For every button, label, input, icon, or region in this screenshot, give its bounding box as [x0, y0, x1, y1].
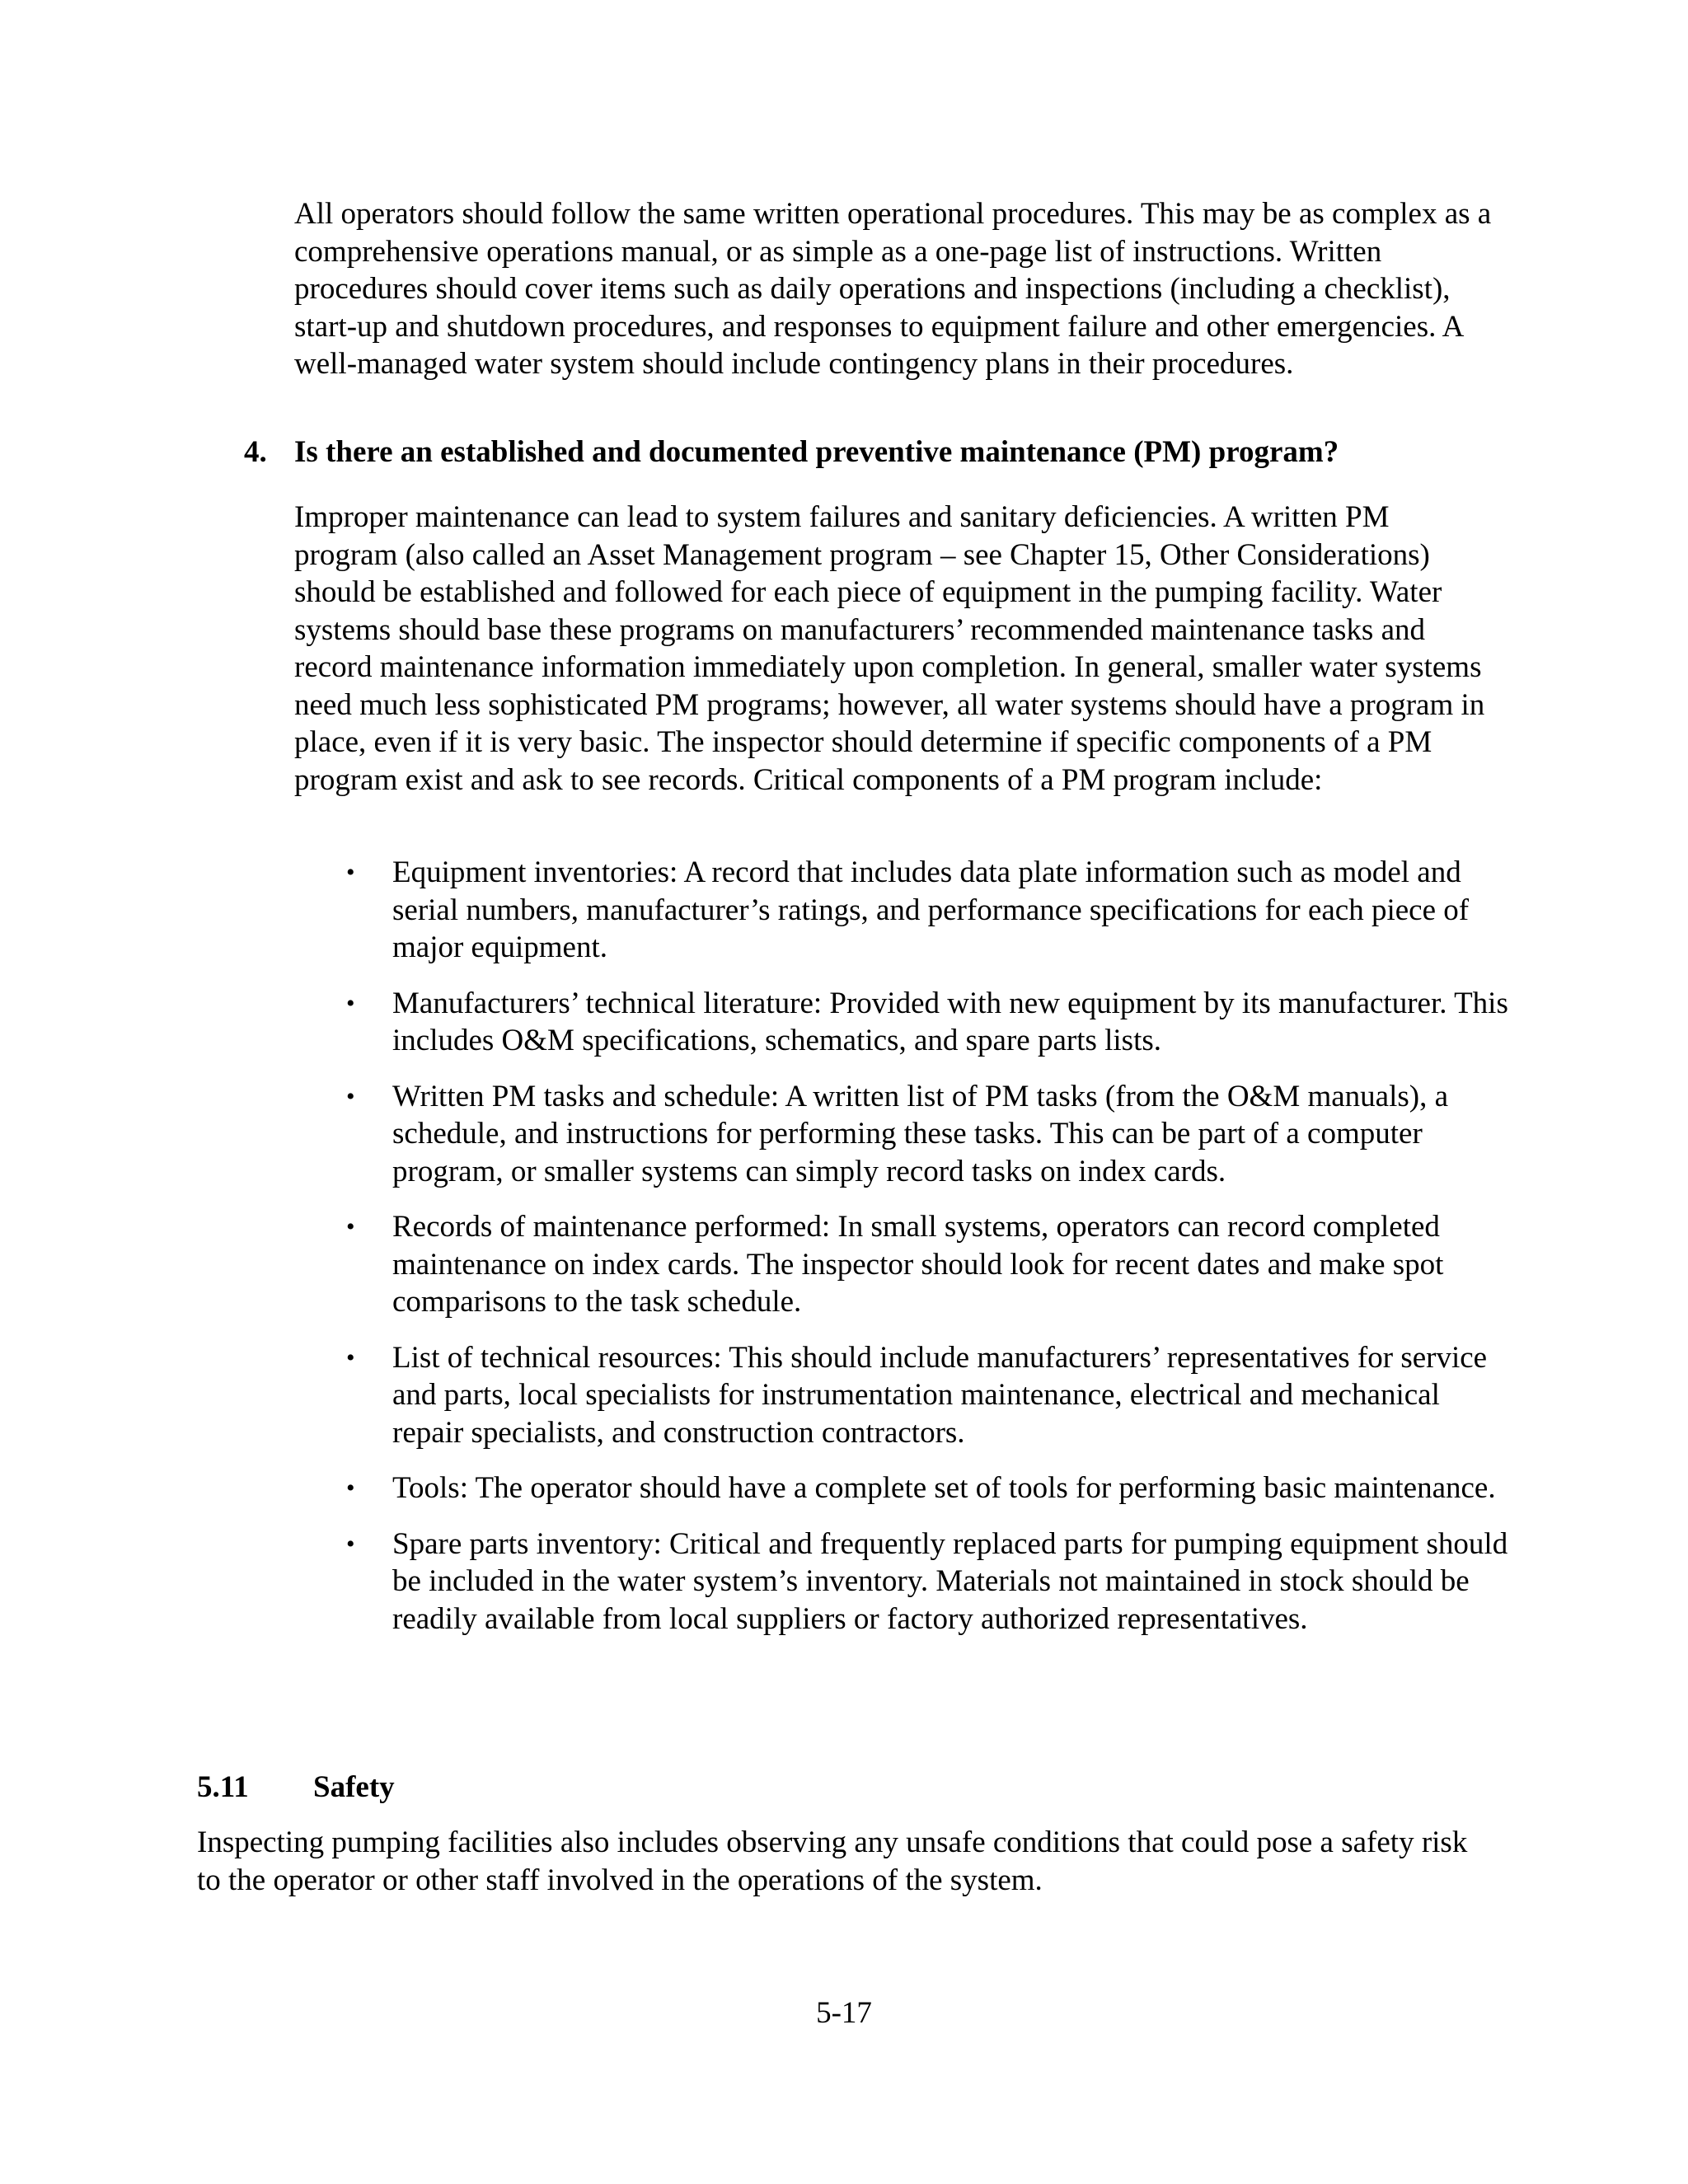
list-item-text: Records of maintenance performed: In small systems, operators can record completed maintenance on index cards. The inspector should look for recent dates and make spot comparisons to the task schedule.	[392, 1210, 1444, 1319]
bullet-icon: •	[346, 1530, 355, 1558]
list-item	[294, 985, 1514, 1060]
list-item	[294, 1339, 1514, 1452]
section-number: 5.11	[197, 1770, 249, 1804]
intro-paragraph: All operators should follow the same written operational procedures. This may be as complex as a comprehensive operations manual, or as simple as a one-page list of instructions. Written procedures should cover items such as daily operations and inspections (including a checklist), start-up and shutdown procedures, and responses to equipment failure and other emergencies. A well-managed water system should include contingency plans in their procedures.	[294, 197, 1492, 381]
bullet-icon: •	[346, 989, 355, 1017]
safety-paragraph: Inspecting pumping facilities also includes observing any unsafe conditions that could pose a safety risk to the operator or other staff involved in the operations of the system.	[197, 1825, 1468, 1897]
list-item	[294, 1469, 1514, 1507]
list-item	[294, 854, 1514, 967]
bullet-icon: •	[346, 1343, 355, 1371]
list-item	[294, 1078, 1514, 1191]
list-item	[294, 1526, 1514, 1638]
page-number: 5-17	[816, 1996, 872, 2030]
list-item-text: Equipment inventories: A record that includes data plate information such as model and serial numbers, manufacturer’s ratings, and performance specifications for each piece of major equipment.	[392, 855, 1470, 964]
bullet-icon: •	[346, 1082, 355, 1110]
question-text: Is there an established and documented preventive maintenance (PM) program?	[294, 435, 1339, 469]
question-body-paragraph: Improper maintenance can lead to system failures and sanitary deficiencies. A written PM program (also called an Asset Management program – see Chapter 15, Other Considerations) should be established and followed for each piece of equipment in the pumping facility. Water systems should base these programs on manufacturers’ recommended maintenance tasks and record maintenance information immediately upon completion. In general, smaller water systems need much less sophisticated PM programs; however, all water systems should have a program in place, even if it is very basic. The inspector should determine if specific components of a PM program exist and ask to see records. Critical components of a PM program include:	[294, 500, 1485, 797]
list-item-text: Manufacturers’ technical literature: Provided with new equipment by its manufacturer. This includes O&M specifications, schematics, and spare parts lists.	[392, 986, 1508, 1057]
question-number: 4.	[244, 435, 267, 469]
list-item	[294, 1208, 1514, 1321]
list-item-text: Written PM tasks and schedule: A written list of PM tasks (from the O&M manuals), a schedule, and instructions for performing these tasks. This can be part of a computer program, or smaller systems can simply record tasks on index cards.	[392, 1079, 1449, 1188]
question-heading	[244, 434, 1530, 471]
section-title: Safety	[313, 1770, 395, 1804]
list-item-text: Spare parts inventory: Critical and frequently replaced parts for pumping equipment should be included in the water system’s inventory. Materials not maintained in stock should be readily available from local suppliers or factory authorized representatives.	[392, 1526, 1508, 1636]
bullet-icon: •	[346, 859, 355, 886]
section-heading	[197, 1769, 395, 1807]
list-item-text: List of technical resources: This should include manufacturers’ representatives for service and parts, local specialists for instrumentation maintenance, electrical and mechanical repair specialists, and construction contractors.	[392, 1340, 1488, 1450]
pm-components-list	[294, 854, 1514, 1656]
list-item-text: Tools: The operator should have a complete set of tools for performing basic maintenance.	[392, 1471, 1496, 1505]
bullet-icon: •	[346, 1474, 355, 1502]
bullet-icon: •	[346, 1213, 355, 1240]
